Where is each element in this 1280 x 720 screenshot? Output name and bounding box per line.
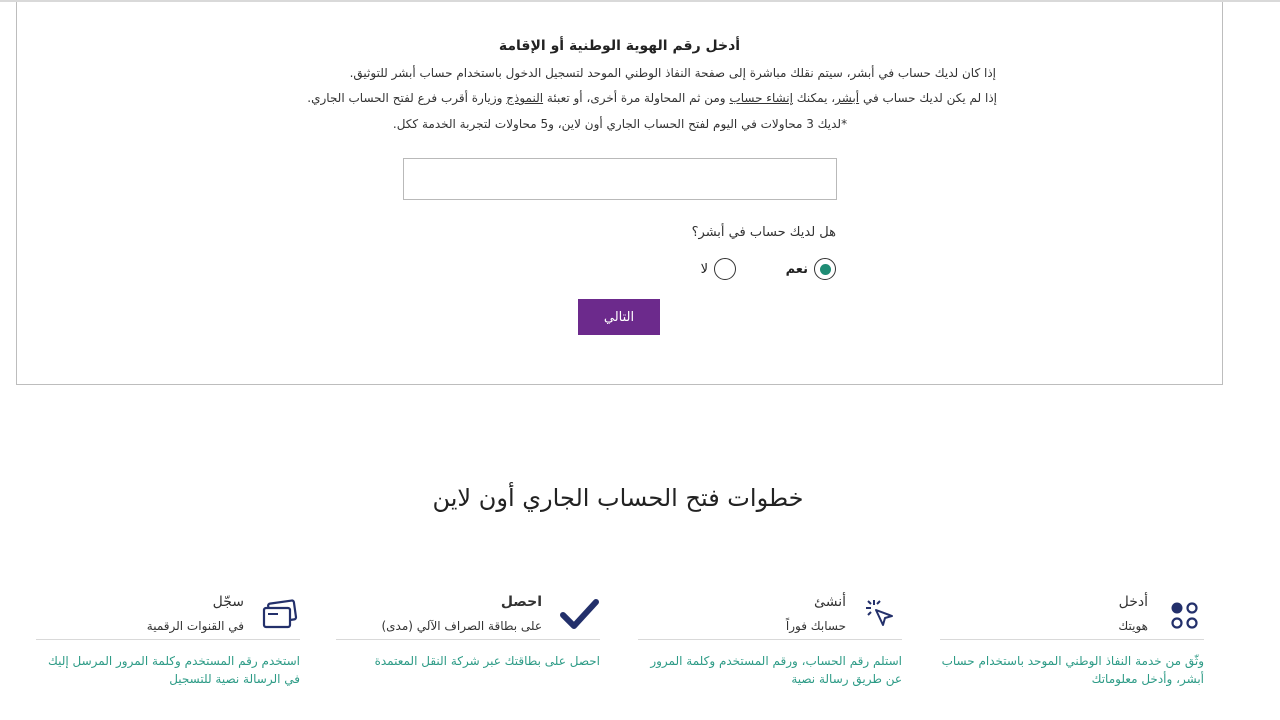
radio-yes-circle[interactable] (814, 258, 836, 280)
absher-redirect-note: إذا كان لديك حساب في أبشر، سيتم نقلك مباشرة إلى صفحة النفاذ الوطني الموحد لتسجيل الدخول باستخدام حساب أبشر للتوثيق. (349, 66, 996, 80)
step-get-card (336, 592, 600, 692)
form-title: أدخل رقم الهوية الوطنية أو الإقامة (498, 38, 741, 54)
radio-selected-dot (820, 264, 831, 275)
step-title: احصل (500, 594, 542, 610)
step-subtitle: حسابك فوراً (785, 619, 846, 633)
step-header (336, 592, 600, 640)
attempts-note: *لديك 3 محاولات في اليوم لفتح الحساب الجاري أون لاين، و5 محاولات لتجربة الخدمة ككل. (392, 117, 848, 131)
step-subtitle: على بطاقة الصراف الآلي (مدى) (381, 619, 542, 633)
step-description: استلم رقم الحساب، ورقم المستخدم وكلمة المرور عن طريق رسالة نصية (650, 654, 902, 686)
cards-icon (260, 594, 300, 634)
no-absher-mid: ، يمكنك (792, 91, 836, 105)
dots-icon (1164, 594, 1204, 634)
step-enter-id (940, 592, 1204, 692)
step-description: وثّق من خدمة النفاذ الوطني الموحد باستخدام حساب أبشر، وأدخل معلوماتك (941, 654, 1204, 686)
step-subtitle: في القنوات الرقمية (146, 619, 244, 633)
radio-yes-label: نعم (785, 261, 808, 277)
no-absher-note (307, 91, 997, 105)
no-absher-prefix: إذا لم يكن لديك حساب في (859, 91, 997, 105)
create-account-link[interactable]: إنشاء حساب (729, 91, 793, 105)
step-header (940, 592, 1204, 640)
radio-no-circle[interactable] (714, 258, 736, 280)
step-create-account (638, 592, 902, 692)
steps-heading: خطوات فتح الحساب الجاري أون لاين (432, 484, 804, 512)
form-link[interactable]: النموذج (506, 91, 544, 105)
step-register (36, 592, 300, 692)
step-title: أنشئ (814, 594, 846, 610)
step-description: استخدم رقم المستخدم وكلمة المرور المرسل إليك في الرسالة نصية للتسجيل (47, 654, 300, 686)
id-entry-form (16, 2, 1223, 385)
next-button[interactable]: التالي (578, 299, 660, 335)
no-absher-mid2: ومن ثم المحاولة مرة أخرى، أو تعبئة (543, 91, 730, 105)
step-title: سجّل (212, 594, 244, 610)
checkmark-icon (560, 594, 600, 634)
sparkle-cursor-icon (862, 594, 902, 634)
absher-question: هل لديك حساب في أبشر؟ (691, 225, 836, 240)
radio-no[interactable] (701, 256, 736, 282)
step-header (638, 592, 902, 640)
national-id-input[interactable] (403, 158, 837, 200)
no-absher-suffix: وزيارة أقرب فرع لفتح الحساب الجاري. (307, 91, 507, 105)
step-title: أدخل (1118, 594, 1148, 610)
step-description: احصل على بطاقتك عبر شركة النقل المعتمدة (374, 654, 600, 668)
radio-no-label: لا (700, 261, 708, 277)
radio-yes[interactable] (786, 256, 836, 282)
step-subtitle: هويتك (1118, 619, 1148, 633)
step-header (36, 592, 300, 640)
absher-link[interactable]: أبشر (835, 91, 860, 105)
